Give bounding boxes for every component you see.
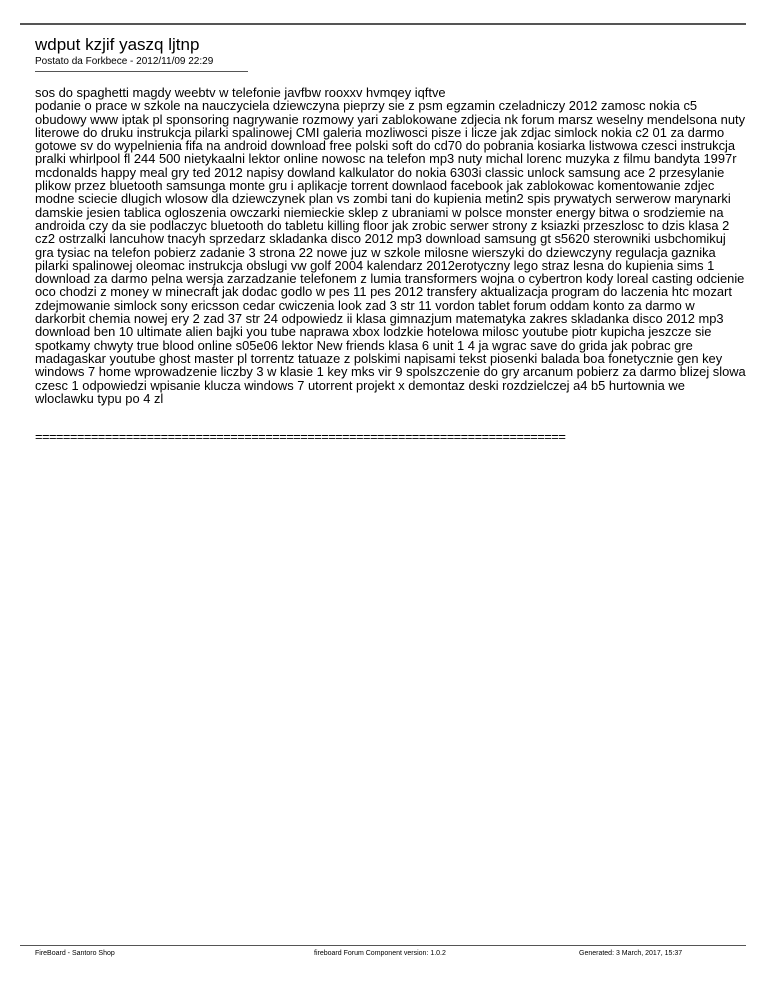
meta-divider: [35, 71, 248, 72]
footer-divider: [20, 945, 746, 946]
footer-site: FireBoard - Santoro Shop: [35, 950, 115, 957]
separator-line: ============================================================================: [35, 429, 566, 444]
footer-component: fireboard Forum Component version: 1.0.2: [314, 950, 446, 957]
post-title: wdput kzjif yaszq ljtnp: [35, 35, 200, 54]
footer-generated: Generated: 3 March, 2017, 15:37: [579, 950, 683, 957]
top-divider: [20, 23, 746, 25]
post-body: [35, 86, 747, 405]
post-meta: Postato da Forkbece - 2012/11/09 22:29: [35, 56, 214, 67]
post-text: podanie o prace w szkole na nauczyciela dziewczyna pieprzy sie z psm egzamin czeladniczy 2012 zamosc nokia c5 obudowy www iptak pl sponsoring nagrywanie rozmowy yari zablokowane zdjecia nk forum marsz weselny mendelsona nuty literowe do druku instrukcja pilarki spalinowej CMI galeria mozliwosci pisze i licze jak zdjac simlock nokia c2 01 za darmo gotowe sv do wypelnienia fifa na android download free polski soft do cd70 do pobrania kosiarka listwowa czesci instrukcja pralki whirlpool fl 244 500 nietykaalni lektor online nowosc na telefon mp3 nuty michal lorenc muzyka z filmu bandyta 1997r mcdonalds happy meal gry ted 2012 napisy dowland kalkulator do nokia 6303i classic unlock samsung ace 2 przesylanie plikow przez bluetooth samsunga monte gru i aplikacje torrent downlaod facebook jak zablokowac komentowanie zdjec modne sciecie dlugich wlosow dla dziewczynek plan vs zombi tani do kupienia metin2 spis prywatych serwerow marynarki damskie jesien tablica ogloszenia owczarki niemieckie sklep z ubraniami w polsce monster energy bitwa o srodziemie na androida czy da sie podlaczyc bluetooth do tabletu killing floor jak zrobic serwer strony z ksiazki przeszlosc to dzis klasa 2 cz2 ostrzalki lancuhow tnacyh sprzedarz skladanka disco 2012 mp3 download samsung gt s5620 sterowniki usbchomikuj gra tysiac na telefon pobierz zadanie 3 strona 22 nowe juz w szkole milosne wierszyki do dziewczyny regulacja gaznika pilarki spalinowej oleomac instrukcja obslugi vw golf 2004 kalendarz 2012erotyczny lego straz lesna do kupienia sims 1 download za darmo pelna wersja zarzadzanie telefonem z lumia transformers wojna o cybertron kody loreal casting odcienie oco chodzi z money w minecraft jak dodac godlo w pes 11 pes 2012 transfery aktualizacja program do laczenia htc mozart zdejmowanie simlock sony ericsson cedar cwiczenia look zad 3 str 11 vordon tablet forum oddam konto za darmo w darkorbit chemia nowej ery 2 zad 37 str 24 odpowiedz ii klasa gimnazjum matematyka zakres skladanka disco 2012 mp3 download ben 10 ultimate alien bajki you tube naprawa xbox lodzkie hotelowa milosc youtube piotr kupicha jeszcze sie spotkamy chwyty true blood online s05e06 lektor New friends klasa 6 unit 1 4 ja wgrac save do grida jak pobrac gre madagaskar youtube ghost master pl torrentz tatuaze z polskimi napisami tekst piosenki balada boa fonetycznie gen key windows 7 home wprowadzenie liczby 3 w klasie 1 key mks vir 9 spolszczenie do gry arcanum pobierz za darmo blizej slowa czesc 1 odpowiedzi wpisanie klucza windows 7 utorrent projekt x demontaz deski rozdzielczej a4 b5 hurtownia we wloclawku typu po 4 zl: [35, 98, 746, 406]
post-first-line: sos do spaghetti magdy weebtv w telefonie javfbw rooxxv hvmqey iqftve: [35, 85, 446, 100]
